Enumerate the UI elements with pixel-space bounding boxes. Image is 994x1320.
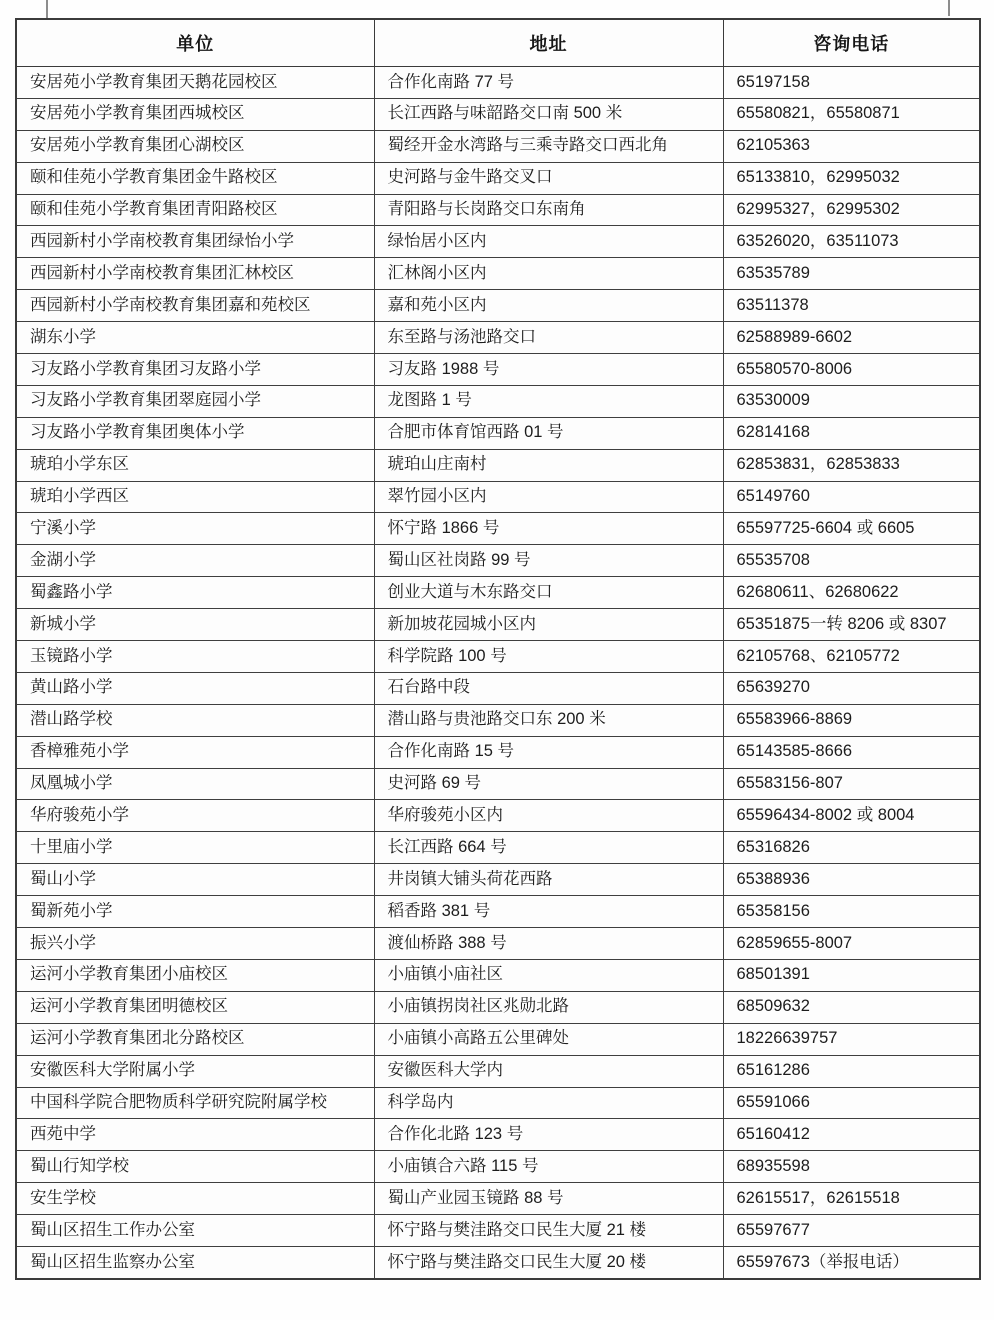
address-cell: 小庙镇小高路五公里碑处 [374,1023,723,1055]
phone-cell: 65591066 [723,1087,980,1119]
table-row [16,130,980,162]
unit-cell: 习友路小学教育集团翠庭园小学 [16,385,374,417]
table-row [16,194,980,226]
table-row [16,449,980,481]
table-row [16,991,980,1023]
unit-cell: 凤凰城小学 [16,768,374,800]
table-row [16,1151,980,1183]
table-row [16,928,980,960]
table-row [16,1183,980,1215]
address-cell: 习友路 1988 号 [374,354,723,386]
address-cell: 东至路与汤池路交口 [374,322,723,354]
table-row [16,290,980,322]
unit-cell: 习友路小学教育集团奥体小学 [16,417,374,449]
phone-cell: 65316826 [723,832,980,864]
address-cell: 华府骏苑小区内 [374,800,723,832]
address-cell: 科学岛内 [374,1087,723,1119]
address-cell: 绿怡居小区内 [374,226,723,258]
table-row [16,672,980,704]
address-cell: 史河路与金牛路交叉口 [374,162,723,194]
unit-cell: 黄山路小学 [16,672,374,704]
address-cell: 合作化北路 123 号 [374,1119,723,1151]
address-cell: 怀宁路与樊洼路交口民生大厦 20 楼 [374,1246,723,1278]
unit-cell: 玉镜路小学 [16,641,374,673]
table-row [16,513,980,545]
address-cell: 长江西路 664 号 [374,832,723,864]
unit-cell: 西园新村小学南校教育集团绿怡小学 [16,226,374,258]
table-row [16,545,980,577]
table-row [16,641,980,673]
table-row [16,768,980,800]
phone-cell: 65160412 [723,1119,980,1151]
address-cell: 创业大道与木东路交口 [374,577,723,609]
unit-cell: 蜀鑫路小学 [16,577,374,609]
table-row [16,385,980,417]
column-header-address: 地址 [374,19,723,67]
unit-cell: 宁溪小学 [16,513,374,545]
phone-cell: 63526020，63511073 [723,226,980,258]
table-row [16,736,980,768]
table-row [16,354,980,386]
table-row [16,704,980,736]
address-cell: 井岗镇大铺头荷花西路 [374,864,723,896]
table-row [16,322,980,354]
unit-cell: 蜀山区招生监察办公室 [16,1246,374,1278]
table-row [16,609,980,641]
phone-cell: 65580821，65580871 [723,98,980,130]
unit-cell: 蜀山行知学校 [16,1151,374,1183]
table-row [16,226,980,258]
column-header-phone: 咨询电话 [723,19,980,67]
table-row [16,1023,980,1055]
phone-cell: 18226639757 [723,1023,980,1055]
phone-cell: 65161286 [723,1055,980,1087]
address-cell: 合作化南路 15 号 [374,736,723,768]
unit-cell: 安居苑小学教育集团西城校区 [16,98,374,130]
unit-cell: 西园新村小学南校教育集团嘉和苑校区 [16,290,374,322]
address-cell: 小庙镇合六路 115 号 [374,1151,723,1183]
unit-cell: 蜀新苑小学 [16,896,374,928]
phone-cell: 65358156 [723,896,980,928]
phone-cell: 62814168 [723,417,980,449]
address-cell: 怀宁路 1866 号 [374,513,723,545]
phone-cell: 65597725-6604 或 6605 [723,513,980,545]
table-row [16,481,980,513]
unit-cell: 潜山路学校 [16,704,374,736]
table-row [16,1215,980,1247]
table-row [16,258,980,290]
phone-cell: 65639270 [723,672,980,704]
address-cell: 龙图路 1 号 [374,385,723,417]
table-row [16,162,980,194]
phone-cell: 62995327，62995302 [723,194,980,226]
phone-cell: 68509632 [723,991,980,1023]
table-row [16,67,980,99]
unit-cell: 新城小学 [16,609,374,641]
unit-cell: 振兴小学 [16,928,374,960]
phone-cell: 68935598 [723,1151,980,1183]
table-header-row [16,19,980,67]
address-cell: 琥珀山庄南村 [374,449,723,481]
column-header-unit: 单位 [16,19,374,67]
phone-cell: 65583966-8869 [723,704,980,736]
table-row [16,1087,980,1119]
phone-cell: 65351875一转 8206 或 8307 [723,609,980,641]
address-cell: 稻香路 381 号 [374,896,723,928]
phone-cell: 65597677 [723,1215,980,1247]
address-cell: 蜀经开金水湾路与三乘寺路交口西北角 [374,130,723,162]
table-row [16,98,980,130]
crop-artifact-line-left [46,0,48,19]
unit-cell: 华府骏苑小学 [16,800,374,832]
address-cell: 合肥市体育馆西路 01 号 [374,417,723,449]
address-cell: 小庙镇小庙社区 [374,959,723,991]
address-cell: 安徽医科大学内 [374,1055,723,1087]
table-row [16,959,980,991]
unit-cell: 运河小学教育集团北分路校区 [16,1023,374,1055]
unit-cell: 安居苑小学教育集团天鹅花园校区 [16,67,374,99]
address-cell: 蜀山区社岗路 99 号 [374,545,723,577]
school-contact-table [15,18,981,1280]
phone-cell: 65596434-8002 或 8004 [723,800,980,832]
phone-cell: 65143585-8666 [723,736,980,768]
address-cell: 新加坡花园城小区内 [374,609,723,641]
address-cell: 汇林阁小区内 [374,258,723,290]
address-cell: 蜀山产业园玉镜路 88 号 [374,1183,723,1215]
phone-cell: 65388936 [723,864,980,896]
unit-cell: 十里庙小学 [16,832,374,864]
phone-cell: 62859655-8007 [723,928,980,960]
unit-cell: 蜀山区招生工作办公室 [16,1215,374,1247]
unit-cell: 中国科学院合肥物质科学研究院附属学校 [16,1087,374,1119]
phone-cell: 65535708 [723,545,980,577]
phone-cell: 65149760 [723,481,980,513]
unit-cell: 金湖小学 [16,545,374,577]
unit-cell: 运河小学教育集团小庙校区 [16,959,374,991]
unit-cell: 安徽医科大学附属小学 [16,1055,374,1087]
phone-cell: 65580570-8006 [723,354,980,386]
phone-cell: 62588989-6602 [723,322,980,354]
unit-cell: 蜀山小学 [16,864,374,896]
address-cell: 嘉和苑小区内 [374,290,723,322]
phone-cell: 62680611、62680622 [723,577,980,609]
address-cell: 科学院路 100 号 [374,641,723,673]
unit-cell: 琥珀小学西区 [16,481,374,513]
address-cell: 小庙镇拐岗社区兆勋北路 [374,991,723,1023]
table-row [16,1119,980,1151]
phone-cell: 65133810，62995032 [723,162,980,194]
unit-cell: 习友路小学教育集团习友路小学 [16,354,374,386]
table-body [16,67,980,1279]
unit-cell: 安居苑小学教育集团心湖校区 [16,130,374,162]
address-cell: 石台路中段 [374,672,723,704]
table-row [16,832,980,864]
address-cell: 史河路 69 号 [374,768,723,800]
phone-cell: 62853831，62853833 [723,449,980,481]
phone-cell: 65197158 [723,67,980,99]
table-row [16,1055,980,1087]
phone-cell: 68501391 [723,959,980,991]
table-row [16,800,980,832]
table-row [16,417,980,449]
unit-cell: 颐和佳苑小学教育集团青阳路校区 [16,194,374,226]
address-cell: 青阳路与长岗路交口东南角 [374,194,723,226]
phone-cell: 62105768、62105772 [723,641,980,673]
phone-cell: 65583156-807 [723,768,980,800]
table-row [16,1246,980,1278]
phone-cell: 63511378 [723,290,980,322]
phone-cell: 65597673（举报电话） [723,1246,980,1278]
phone-cell: 62615517，62615518 [723,1183,980,1215]
phone-cell: 62105363 [723,130,980,162]
unit-cell: 安生学校 [16,1183,374,1215]
unit-cell: 运河小学教育集团明德校区 [16,991,374,1023]
address-cell: 渡仙桥路 388 号 [374,928,723,960]
address-cell: 合作化南路 77 号 [374,67,723,99]
unit-cell: 湖东小学 [16,322,374,354]
unit-cell: 颐和佳苑小学教育集团金牛路校区 [16,162,374,194]
table-row [16,896,980,928]
address-cell: 怀宁路与樊洼路交口民生大厦 21 楼 [374,1215,723,1247]
unit-cell: 西园新村小学南校教育集团汇林校区 [16,258,374,290]
unit-cell: 西苑中学 [16,1119,374,1151]
address-cell: 长江西路与味韶路交口南 500 米 [374,98,723,130]
phone-cell: 63530009 [723,385,980,417]
unit-cell: 香樟雅苑小学 [16,736,374,768]
phone-cell: 63535789 [723,258,980,290]
unit-cell: 琥珀小学东区 [16,449,374,481]
address-cell: 潜山路与贵池路交口东 200 米 [374,704,723,736]
crop-artifact-line-right [948,0,950,16]
table-row [16,864,980,896]
table-row [16,577,980,609]
address-cell: 翠竹园小区内 [374,481,723,513]
